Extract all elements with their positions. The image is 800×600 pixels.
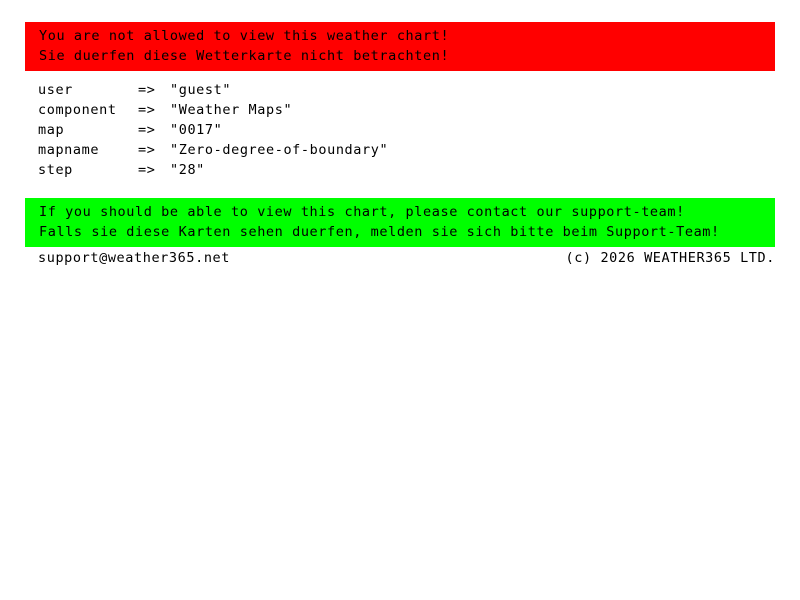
parameter-arrow: => bbox=[138, 142, 156, 158]
info-banner-line-en: If you should be able to view this chart, please contact our support-team! bbox=[39, 204, 685, 220]
info-banner-line-de: Falls sie diese Karten sehen duerfen, melden sie sich bitte beim Support-Team! bbox=[39, 224, 720, 240]
parameter-value: "Weather Maps" bbox=[170, 102, 293, 118]
parameter-value: "guest" bbox=[170, 82, 232, 98]
error-banner-line-de: Sie duerfen diese Wetterkarte nicht betrachten! bbox=[39, 48, 450, 64]
error-banner-line-en: You are not allowed to view this weather chart! bbox=[39, 28, 450, 44]
parameter-row-step bbox=[38, 160, 388, 180]
support-email-link[interactable]: support@weather365.net bbox=[38, 250, 231, 266]
copyright-text: (c) 2026 WEATHER365 LTD. bbox=[565, 250, 775, 266]
parameter-arrow: => bbox=[138, 82, 156, 98]
parameter-value: "Zero-degree-of-boundary" bbox=[170, 142, 389, 158]
parameter-arrow: => bbox=[138, 162, 156, 178]
parameter-row-mapname bbox=[38, 140, 388, 160]
info-banner bbox=[25, 198, 775, 247]
parameter-row-user bbox=[38, 80, 388, 100]
parameter-arrow: => bbox=[138, 102, 156, 118]
parameter-value: "0017" bbox=[170, 122, 223, 138]
parameter-key: user bbox=[38, 82, 73, 98]
parameter-key: map bbox=[38, 122, 65, 138]
parameter-arrow: => bbox=[138, 122, 156, 138]
parameter-key: mapname bbox=[38, 142, 100, 158]
parameter-row-component bbox=[38, 100, 388, 120]
parameter-row-map bbox=[38, 120, 388, 140]
parameter-key: step bbox=[38, 162, 73, 178]
footer bbox=[38, 250, 775, 266]
parameter-list bbox=[38, 80, 388, 180]
error-banner bbox=[25, 22, 775, 71]
parameter-key: component bbox=[38, 102, 117, 118]
parameter-value: "28" bbox=[170, 162, 205, 178]
